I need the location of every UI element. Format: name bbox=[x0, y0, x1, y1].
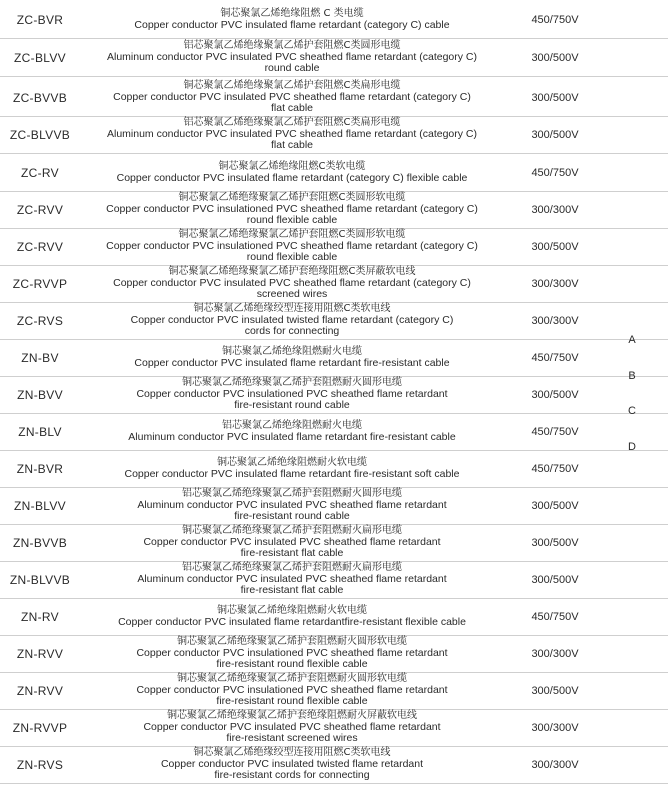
description-chinese: 铝芯聚氯乙烯绝缘聚氯乙烯护套阻燃耐火圆形电缆 bbox=[182, 488, 402, 500]
model-code: ZN-BVVB bbox=[12, 535, 68, 550]
cable-description bbox=[82, 605, 502, 628]
rated-voltage: 300/500V bbox=[531, 499, 579, 512]
model-code: ZN-RVVP bbox=[12, 720, 68, 735]
description-english-line: Copper conductor PVC insulated flame retardant fire-resistant cable bbox=[134, 356, 450, 369]
description-english-line: Aluminum conductor PVC insulated PVC sheathed flame retardant (category C) bbox=[106, 50, 477, 63]
description-english-line: fire-resistant screened wires bbox=[226, 732, 358, 745]
cable-description bbox=[82, 377, 502, 412]
rated-voltage: 450/750V bbox=[531, 166, 579, 179]
table-row bbox=[0, 192, 668, 229]
description-english-line: screened wires bbox=[256, 288, 328, 301]
description-english-line: flat cable bbox=[270, 139, 314, 152]
description-chinese: 铜芯聚氯乙烯绝缘聚氯乙烯护套阻燃耐火圆形电缆 bbox=[182, 377, 402, 389]
description-chinese: 铜芯聚氯乙烯绝缘阻燃 C 类电缆 bbox=[220, 8, 364, 19]
rated-voltage: 450/750V bbox=[531, 13, 579, 26]
description-english-line: Copper conductor PVC insulated flame retardant (category C) cable bbox=[134, 18, 450, 31]
description-english-line: round cable bbox=[264, 62, 320, 75]
description-chinese: 铜芯聚氯乙烯绝缘绞型连接用阻燃C类软电线 bbox=[193, 303, 391, 315]
description-english-line: Copper conductor PVC insulationed PVC sheathed flame retardant bbox=[136, 683, 448, 696]
description-english-line: fire-resistant flat cable bbox=[240, 547, 344, 560]
description-english-line: Copper conductor PVC insulated PVC sheathed flame retardant bbox=[143, 535, 441, 548]
cable-description bbox=[82, 636, 502, 671]
model-code: ZN-RVV bbox=[16, 683, 64, 698]
description-chinese: 铝芯聚氯乙烯绝缘阻燃耐火电缆 bbox=[222, 420, 362, 431]
table-row bbox=[0, 2, 668, 39]
table-row bbox=[0, 525, 668, 562]
model-code: ZC-BVVB bbox=[12, 90, 68, 105]
model-code: ZN-RV bbox=[21, 609, 59, 624]
rated-voltage: 450/750V bbox=[531, 425, 579, 438]
model-code: ZC-BLVV bbox=[14, 50, 66, 65]
description-english-line: Aluminum conductor PVC insulated PVC sheathed flame retardant bbox=[137, 498, 447, 511]
description-english-line: Copper conductor PVC insulationed PVC sheathed flame retardant (category C) bbox=[106, 239, 478, 252]
description-english-line: fire-resistant round cable bbox=[234, 510, 350, 523]
description-chinese: 铜芯聚氯乙烯绝缘聚氯乙烯护套阻燃C类圆形软电缆 bbox=[178, 229, 406, 241]
table-row bbox=[0, 155, 668, 192]
model-code: ZC-RVV bbox=[16, 239, 64, 254]
description-english-line: Copper conductor PVC insulated PVC sheathed flame retardant (category C) bbox=[113, 276, 471, 289]
cable-description bbox=[82, 80, 502, 115]
description-chinese: 铜芯聚氯乙烯绝缘阻燃耐火软电缆 bbox=[217, 457, 367, 468]
description-english-line: Copper conductor PVC insulated flame retardantfire-resistant flexible cable bbox=[118, 615, 466, 628]
cable-description bbox=[82, 562, 502, 597]
description-english-line: fire-resistant flat cable bbox=[240, 584, 344, 597]
rated-voltage: 300/300V bbox=[531, 277, 579, 290]
cable-description bbox=[82, 303, 502, 338]
rated-voltage: 300/300V bbox=[531, 203, 579, 216]
table-row bbox=[0, 488, 668, 525]
cable-description bbox=[82, 192, 502, 227]
description-chinese: 铝芯聚氯乙烯绝缘聚氯乙烯护套阻燃耐火扁形电缆 bbox=[182, 562, 402, 574]
side-label: A bbox=[628, 334, 636, 346]
table-row bbox=[0, 451, 668, 488]
cable-description bbox=[82, 710, 502, 745]
table-row bbox=[0, 340, 668, 377]
rated-voltage: 450/750V bbox=[531, 610, 579, 623]
description-english-line: Aluminum conductor PVC insulated PVC sheathed flame retardant (category C) bbox=[106, 127, 477, 140]
description-chinese: 铜芯聚氯乙烯绝缘聚氯乙烯护套阻燃耐火扁形电缆 bbox=[182, 525, 402, 537]
model-code: ZN-BLV bbox=[18, 424, 62, 439]
table-row bbox=[0, 80, 668, 117]
model-code: ZC-RV bbox=[21, 165, 59, 180]
description-chinese: 铜芯聚氯乙烯绝缘聚氯乙烯护套阻燃耐火圆形软电缆 bbox=[177, 673, 407, 685]
rated-voltage: 300/500V bbox=[531, 240, 579, 253]
description-chinese: 铜芯聚氯乙烯绝缘聚氯乙烯护套绝缘阻燃耐火屏蔽软电线 bbox=[167, 710, 417, 722]
description-english-line: Copper conductor PVC insulationed PVC sheathed flame retardant bbox=[136, 387, 448, 400]
table-row bbox=[0, 710, 668, 747]
side-label: B bbox=[628, 370, 636, 382]
rated-voltage: 300/500V bbox=[531, 388, 579, 401]
rated-voltage: 300/500V bbox=[531, 91, 579, 104]
description-english-line: Copper conductor PVC insulated PVC sheathed flame retardant bbox=[143, 720, 441, 733]
model-code: ZN-BVV bbox=[17, 387, 63, 402]
cable-description bbox=[82, 40, 502, 75]
table-row bbox=[0, 747, 668, 784]
description-english-line: Aluminum conductor PVC insulated PVC sheathed flame retardant bbox=[137, 572, 447, 585]
rated-voltage: 300/500V bbox=[531, 684, 579, 697]
description-english-line: Copper conductor PVC insulationed PVC sheathed flame retardant bbox=[136, 646, 448, 659]
description-english-line: Copper conductor PVC insulated twisted flame retardant (category C) bbox=[130, 313, 454, 326]
rated-voltage: 300/500V bbox=[531, 51, 579, 64]
cable-description bbox=[82, 457, 502, 480]
model-code: ZC-BVR bbox=[16, 12, 64, 27]
side-label: D bbox=[628, 441, 636, 453]
cable-description bbox=[82, 266, 502, 301]
description-english-line: Copper conductor PVC insulated twisted flame retardant bbox=[160, 757, 424, 770]
description-english-line: fire-resistant round flexible cable bbox=[216, 695, 368, 708]
table-row bbox=[0, 40, 668, 77]
cable-description bbox=[82, 117, 502, 152]
rated-voltage: 300/300V bbox=[531, 314, 579, 327]
model-code: ZN-BVR bbox=[16, 461, 64, 476]
table-row bbox=[0, 562, 668, 599]
model-code: ZC-RVV bbox=[16, 202, 64, 217]
description-english-line: cords for connecting bbox=[244, 325, 340, 338]
table-row bbox=[0, 303, 668, 340]
description-chinese: 铝芯聚氯乙烯绝缘聚氯乙烯护套阻燃C类扁形电缆 bbox=[183, 117, 401, 129]
table-row bbox=[0, 229, 668, 266]
description-english-line: fire-resistant round cable bbox=[234, 399, 350, 412]
description-chinese: 铜芯聚氯乙烯绝缘阻燃耐火软电缆 bbox=[217, 605, 367, 616]
rated-voltage: 300/300V bbox=[531, 758, 579, 771]
rated-voltage: 300/300V bbox=[531, 647, 579, 660]
table-row bbox=[0, 377, 668, 414]
model-code: ZC-RVS bbox=[16, 313, 64, 328]
description-chinese: 铜芯聚氯乙烯绝缘绞型连接用阻燃C类软电线 bbox=[193, 747, 391, 759]
cable-description bbox=[82, 161, 502, 184]
description-chinese: 铜芯聚氯乙烯绝缘聚氯乙烯护套阻燃C类扁形电缆 bbox=[183, 80, 401, 92]
description-chinese: 铜芯聚氯乙烯绝缘阻燃耐火电缆 bbox=[222, 346, 362, 357]
side-label: C bbox=[628, 405, 636, 417]
description-english-line: fire-resistant cords for connecting bbox=[214, 769, 370, 782]
table-row bbox=[0, 636, 668, 673]
cable-description bbox=[82, 346, 502, 369]
table-row bbox=[0, 414, 668, 451]
table-row bbox=[0, 266, 668, 303]
rated-voltage: 450/750V bbox=[531, 351, 579, 364]
rated-voltage: 300/500V bbox=[531, 573, 579, 586]
description-english-line: Aluminum conductor PVC insulated flame retardant fire-resistant cable bbox=[128, 430, 456, 443]
rated-voltage: 300/500V bbox=[531, 536, 579, 549]
description-english-line: fire-resistant round flexible cable bbox=[216, 658, 368, 671]
rated-voltage: 300/500V bbox=[531, 128, 579, 141]
description-chinese: 铜芯聚氯乙烯绝缘聚氯乙烯护套绝缘阻燃C类屏蔽软电线 bbox=[168, 266, 416, 278]
model-code: ZC-RVVP bbox=[12, 276, 68, 291]
cable-description bbox=[82, 420, 502, 443]
cable-description bbox=[82, 525, 502, 560]
model-code: ZN-BLVVB bbox=[9, 572, 71, 587]
cable-description bbox=[82, 229, 502, 264]
description-chinese: 铜芯聚氯乙烯绝缘聚氯乙烯护套阻燃C类圆形软电缆 bbox=[178, 192, 406, 204]
table-row bbox=[0, 673, 668, 710]
description-chinese: 铜芯聚氯乙烯绝缘阻燃C类软电缆 bbox=[218, 161, 366, 172]
description-english-line: round flexible cable bbox=[246, 214, 338, 227]
model-code: ZN-RVV bbox=[16, 646, 64, 661]
table-row bbox=[0, 599, 668, 636]
description-chinese: 铜芯聚氯乙烯绝缘聚氯乙烯护套阻燃耐火圆形软电缆 bbox=[177, 636, 407, 648]
description-english-line: Copper conductor PVC insulationed PVC sheathed flame retardant (category C) bbox=[106, 202, 478, 215]
description-chinese: 铝芯聚氯乙烯绝缘聚氯乙烯护套阻燃C类圆形电缆 bbox=[183, 40, 401, 52]
description-english-line: Copper conductor PVC insulated PVC sheathed flame retardant (category C) bbox=[113, 90, 471, 103]
description-english-line: Copper conductor PVC insulated flame retardant (category C) flexible cable bbox=[116, 171, 468, 184]
model-code: ZN-RVS bbox=[16, 757, 64, 772]
description-english-line: round flexible cable bbox=[246, 251, 338, 264]
rated-voltage: 300/300V bbox=[531, 721, 579, 734]
model-code: ZN-BLVV bbox=[14, 498, 66, 513]
cable-description bbox=[82, 488, 502, 523]
description-english-line: flat cable bbox=[270, 102, 314, 115]
cable-description bbox=[82, 673, 502, 708]
table-row bbox=[0, 117, 668, 154]
rated-voltage: 450/750V bbox=[531, 462, 579, 475]
cable-description bbox=[82, 8, 502, 31]
model-code: ZN-BV bbox=[21, 350, 59, 365]
cable-description bbox=[82, 747, 502, 782]
model-code: ZC-BLVVB bbox=[9, 127, 71, 142]
description-english-line: Copper conductor PVC insulated flame retardant fire-resistant soft cable bbox=[124, 467, 460, 480]
